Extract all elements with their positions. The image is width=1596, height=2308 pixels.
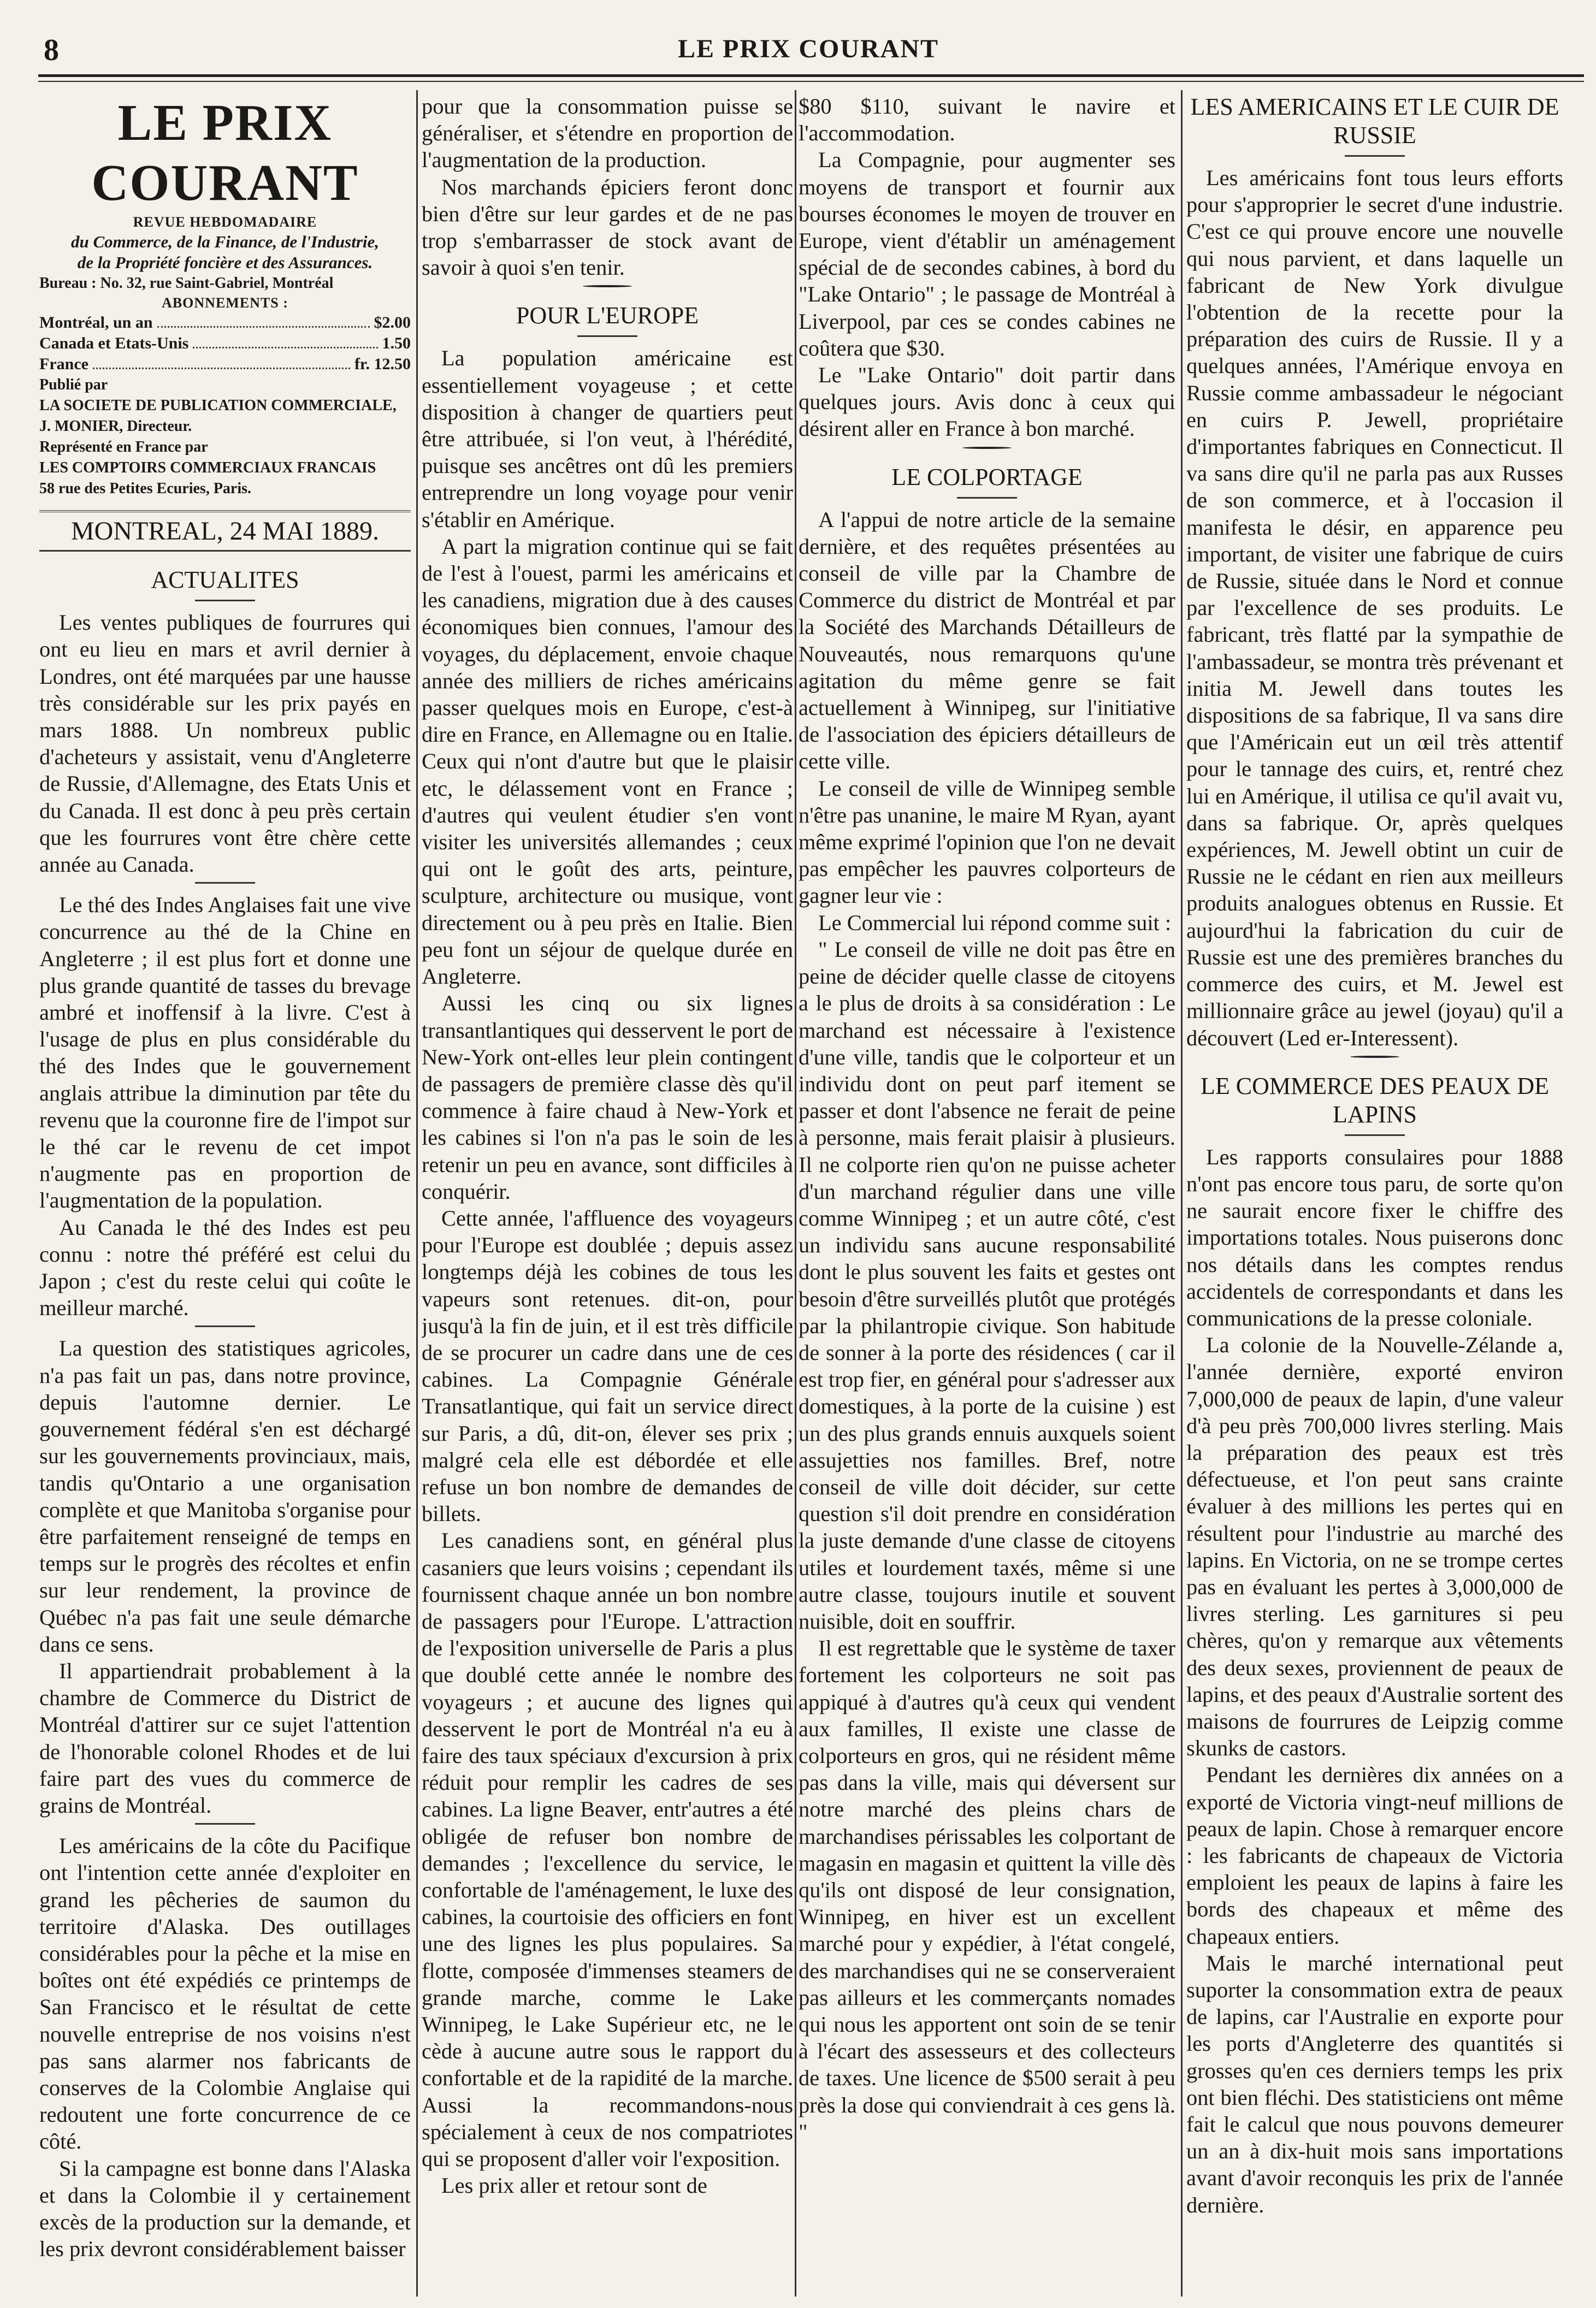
header-rule-thin bbox=[38, 81, 1584, 82]
separator bbox=[195, 1325, 255, 1327]
paragraph: Nos marchands épiciers feront donc bien d'être sur leur gardes et de ne pas trop s'embarrasser de stock avant de savoir à quoi s'en tenir. bbox=[422, 174, 793, 280]
separator bbox=[1345, 1134, 1405, 1136]
separator bbox=[1345, 155, 1405, 157]
masthead-tagline: du Commerce, de la Finance, de l'Industrie, bbox=[70, 232, 380, 251]
director: J. MONIER, Directeur. bbox=[39, 418, 192, 435]
paragraph: Les prix aller et retour sont de bbox=[441, 2173, 707, 2198]
paragraph: Si la campagne est bonne dans l'Alaska et dans la Colombie il y certainement excès de la production sur la demande, et les prix devront considérablement baisser bbox=[39, 2156, 411, 2262]
representative-label: Représenté en France par bbox=[39, 439, 208, 455]
paragraph: La population américaine est essentiellement voyageuse ; et cette disposition à changer de quartiers peut être attribuée, si l'on veut, à l'hérédité, puisque ses ancêtres ont dû les premiers entreprendre un long voyage pour venir s'établir en Amérique. bbox=[422, 346, 793, 532]
paragraph: A l'appui de notre article de la semaine dernière, et des requêtes présentées au conseil de ville par la Chambre de Commerce du district de Montréal et par la Société des Marchands Détailleurs de Nouveautés, nous remarquons qu'une agitation du même genre se fait actuellement à Winnipeg, sur l'initiative de l'association des épiciers détailleurs de cette ville. bbox=[799, 507, 1175, 774]
separator bbox=[957, 497, 1017, 499]
representative: LES COMPTOIRS COMMERCIAUX FRANCAIS bbox=[39, 459, 376, 476]
paragraph: Il appartiendrait probablement à la chambre de Commerce du District de Montréal d'attirer sur ce sujet l'attention de l'honorable colonel Rhodes et de lui faire part des vues du commerce de grains de Montréal. bbox=[39, 1658, 411, 1818]
column-3 bbox=[799, 93, 1175, 2283]
paragraph: pour que la consommation puisse se généraliser, et s'étendre en proportion de l'augmentation de la production. bbox=[422, 94, 793, 173]
paragraph: Les canadiens sont, en général plus casaniers que leurs voisins ; cependant ils fournissent chaque année un bon nombre de passagers pour l'Europe. L'attraction de l'exposition universelle de Paris a plus que doublé cette année le nombre des voyageurs ; et aucune des lignes qui desservent le port de Montréal n'a eu à faire des taux spéciaux d'excursion à prix réduit pour remplir les cadres de ses cabines. La ligne Beaver, entr'autres a été obligée de refuser bon nombre de demandes ; l'excellence du service, le confortable de l'aménagement, le luxe des cabines, la courtoisie des officiers en font une des lignes les plus populaires. Sa flotte, composée d'immenses steamers de grande marche, comme le Lake Winnipeg, le Lake Supérieur etc, ne le cède à aucune autre sous le rapport du confortable et de la rapidité de la marche. Aussi la recommandons-nous spécialement à ceux de nos compatriotes qui se proposent d'aller voir l'exposition. bbox=[422, 1528, 793, 2171]
column-divider bbox=[416, 90, 418, 2297]
paragraph: " Le conseil de ville ne doit pas être en peine de décider quelle classe de citoyens a le plus de droits à sa considération : Le marchand est nécessaire à l'existence d'une ville, tandis que le colporteur et un individu dont on peut parf itement se passer et dont l'absence ne ferait de peine à personne, mais ferait plaisir à plusieurs. Il ne colporte rien qu'on ne puisse acheter d'un marchand régulier dans une ville comme Winnipeg ; et un autre côté, c'est un individu sans aucune responsabilité dont le plus souvent les faits et gestes ont besoin d'être surveillés plutôt que protégés par la philantropie civique. Son habitude de sonner à la porte des résidences ( car il est trop fier, en général pour s'adresser aux domestiques, à la porte de la cuisine ) est un des plus grands ennuis auxquels soient assujetties nos familles. Bref, notre conseil de ville doit décider, sur cette question s'il doit prendre en considération la juste demande d'une classe de citoyens utiles et lourdement taxés, même si une autre classe, toujours inutile et souvent nuisible, doit en souffrir. bbox=[799, 937, 1175, 1634]
masthead-subtitle: REVUE HEBDOMADAIRE bbox=[133, 214, 317, 230]
separator bbox=[195, 882, 255, 884]
masthead-bureau: Bureau : No. 32, rue Saint-Gabriel, Montréal bbox=[39, 275, 334, 292]
paragraph: Les américains font tous leurs efforts pour s'approprier le secret d'une industrie. C'est ce qui prouve encore une nouvelle qui nous parvient, et dans laquelle un fabricant de New York divulgue l'obtention de la recette pour la préparation des cuirs de Russie. Il y a quelques années, l'Amérique envoya en Russie comme ambassadeur le négociant en cuirs P. Jewell, propriétaire d'importantes fabriques en Connecticut. Il va sans dire qu'il ne parla pas aux Russes de son commerce, et à l'occasion il manifesta le désir, en apparence peu important, de visiter une fabrique de cuirs de Russie, située dans le Nord et connue par l'excellence de ses produits. Le fabricant, très flatté par la sympathie de l'ambassadeur, se montra très prévenant et initia M. Jewell dans toutes les dispositions de sa fabrique, Il va sans dire que l'Américain eut un œil très attentif pour le tannage des cuirs, et, rentré chez lui en Amérique, il utilisa ce qu'il avait vu, dans sa fabrique. Or, après quelques expériences, M. Jewell obtint un cuir de Russie ne le cédant en rien aux meilleurs produits analogues obtenus en Russie. Et aujourd'hui la fabrication du cuir de Russie est une des premières branches du commerce des cuirs, et M. Jewel est millionnaire grâce au jewel (joyau) qu'il a découvert (Led er-Interessent). bbox=[1186, 165, 1563, 1050]
paragraph: La Compagnie, pour augmenter ses moyens de transport et fournir aux bourses économes le moyen de trouver en Europe, vient d'établir un aménagement spécial de de secondes cabines, à bord du "Lake Ontario" ; le passage de Montréal à Liverpool, par ces se condes cabines ne coûtera que $30. bbox=[799, 147, 1175, 360]
subscription-row: Canada et Etats-Unis 1.50 bbox=[39, 334, 411, 352]
paragraph: La question des statistiques agricoles, n'a pas fait un pas, dans notre province, depuis l'automne dernier. Le gouvernement fédéral s'en est déchargé sur les gouvernements provinciaux, mais, tandis qu'Ontario a une organisation complète et que Manitoba s'organise pour être parfaitement renseigné de temps en temps sur le progrès des récoltes et enfin sur leur rendement, la province de Québec n'a pas fait une seule démarche dans ce sens. bbox=[39, 1336, 411, 1656]
masthead-tagline: de la Propriété foncière et des Assurances. bbox=[77, 253, 373, 272]
paragraph: $80 $110, suivant le navire et l'accommodation. bbox=[799, 94, 1175, 146]
column-divider bbox=[795, 90, 796, 2297]
column-1 bbox=[39, 93, 411, 2283]
subscriptions-label: ABONNEMENTS : bbox=[162, 295, 288, 311]
paragraph: Le conseil de ville de Winnipeg semble n'être pas unanine, le maire M Ryan, ayant même exprimé l'opinion que l'on ne devait pas empêcher les pauvres colporteurs de gagner leur vie : bbox=[799, 776, 1175, 908]
ornament-separator bbox=[1350, 1056, 1399, 1058]
dateline: MONTREAL, 24 MAI 1889. bbox=[39, 510, 411, 552]
representative-address: 58 rue des Petites Ecuries, Paris. bbox=[39, 480, 252, 497]
publisher: LA SOCIETE DE PUBLICATION COMMERCIALE, bbox=[39, 397, 397, 414]
ornament-separator bbox=[583, 285, 632, 287]
paragraph: Pendant les dernières dix années on a exporté de Victoria vingt-neuf millions de peaux de lapin. Chose à remarquer encore : les fabricants de chapeaux de Victoria emploient les peaux de lapins à faire les bords des chapeaux et même des chapeaux entiers. bbox=[1186, 1762, 1563, 1949]
ornament-separator bbox=[962, 447, 1012, 449]
paragraph: La colonie de la Nouvelle-Zélande a, l'année dernière, exporté environ 7,000,000 de peaux de lapin, d'une valeur d'à peu près 700,000 livres sterling. Mais la préparation des peaux est très défectueuse, et l'on peut sans crainte évaluer à des millions les pertes qui en résultent pour l'industrie au marché des lapins. En Victoria, on ne se trompe certes pas en évaluant les pertes à 3,000,000 de livres sterling. Les garnitures si peu chères, qu'on y remarque aux vêtements des deux sexes, proviennent de peaux de lapins, et des peaux d'Australie sortent des maisons de fourrures de Leipzig comme skunks de castors. bbox=[1186, 1333, 1563, 1761]
paragraph: Cette année, l'affluence des voyageurs pour l'Europe est doublée ; depuis assez longtemps déjà les cobines de tous les vapeurs sont retenues. dit-on, pour jusqu'à la fin de juin, et il est très difficile de se procurer un cadre dans une de ces cabines. La Compagnie Générale Transatlantique, qui fait un service direct sur Paris, a dû, dit-on, élever ses prix ; malgré cela elle est débordée et elle refuse un bon nombre de demandes de billets. bbox=[422, 1205, 793, 1526]
paragraph: A part la migration continue qui se fait de l'est à l'ouest, parmi les américains et les canadiens, migration due à des causes économiques bien connues, l'amour des voyages, du déplacement, envoie chaque année des milliers de riches américains passer quelques mois en Europe, c'est-à dire en France, en Allemagne ou en Italie. Ceux qui n'ont d'autre but que le plaisir etc, le délassement vont en France ; d'autres qui veulent étudier s'en vont visiter les universités allemandes ; ceux qui ont le goût des arts, peinture, sculpture, architecture ou musique, vont directement ou à peu près en Italie. Bien peu font un séjour de quelque durée en Angleterre. bbox=[422, 534, 793, 989]
heading-le-colportage: LE COLPORTAGE bbox=[891, 463, 1083, 490]
heading-peaux-de-lapins: LE COMMERCE DES PEAUX DE LAPINS bbox=[1200, 1072, 1550, 1128]
heading-actualites: ACTUALITES bbox=[151, 566, 299, 594]
column-divider bbox=[1181, 90, 1183, 2297]
subscription-row: France fr. 12.50 bbox=[39, 355, 411, 373]
column-2 bbox=[422, 93, 793, 2283]
paragraph: Les ventes publiques de fourrures qui ont eu lieu en mars et avril dernier à Londres, ont été marquées par une hausse très considérable sur les prix payés en mars 1888. Un nombreux public d'acheteurs y assistait, venu d'Angleterre de Russie, d'Allemagne, des Etats Unis et du Canada. Il est donc à peu près certain que les fourrures vont être chère cette année au Canada. bbox=[39, 610, 411, 877]
publisher-label: Publié par bbox=[39, 376, 108, 393]
masthead bbox=[39, 93, 411, 499]
paragraph: Les rapports consulaires pour 1888 n'ont pas encore tous paru, de sorte qu'on ne saurait encore fixer le chiffre des importations totales. Nous puiserons donc nos détails dans les comptes rendus accidentels de correspondants et dans les communications de la presse coloniale. bbox=[1186, 1144, 1563, 1330]
page-number: 8 bbox=[44, 33, 59, 67]
separator bbox=[195, 600, 255, 601]
separator bbox=[577, 335, 637, 337]
column-4 bbox=[1186, 93, 1563, 2283]
separator bbox=[195, 1823, 255, 1825]
heading-cuir-de-russie: LES AMERICAINS ET LE CUIR DE RUSSIE bbox=[1190, 93, 1559, 149]
running-title: LE PRIX COURANT bbox=[677, 34, 939, 63]
paragraph: Le Commercial lui répond comme suit : bbox=[818, 910, 1172, 935]
running-head bbox=[44, 33, 1573, 71]
paragraph: Les américains de la côte du Pacifique ont l'intention cette année d'exploiter en grand les pêcheries de saumon du territoire d'Alaska. Des outillages considérables pour la pêche et la mise en boîtes ont été expédiés ce printemps de San Francisco et le résultat de cette nouvelle entreprise de nos voisins n'est pas sans alarmer nos fabricants de conserves de la Colombie Anglaise qui redoutent une forte concurrence de ce côté. bbox=[39, 1833, 411, 2154]
header-rule bbox=[38, 74, 1584, 77]
paragraph: Le "Lake Ontario" doit partir dans quelques jours. Avis donc à ceux qui désirent aller en France à bon marché. bbox=[799, 363, 1175, 441]
paragraph: Au Canada le thé des Indes est peu connu : notre thé préféré est celui du Japon ; c'est du reste celui qui coûte le meilleur marché. bbox=[39, 1215, 411, 1321]
masthead-title: LE PRIX COURANT bbox=[91, 94, 359, 211]
paragraph: Mais le marché international peut suporter la consommation extra de peaux de lapins, car l'Australie en exporte pour les ports d'Angleterre des quantités si grosses qu'en ces derniers temps les prix ont bien fléchi. Des statisticiens ont même fait le calcul que nous pouvons demeurer un an à dix-huit mois sans importations avant d'avoir reconquis les prix de l'année dernière. bbox=[1186, 1950, 1563, 2217]
paragraph: Il est regrettable que le système de taxer fortement les colporteurs ne soit pas appiqué à d'autres qu'à ceux qui vendent aux familles, Il existe une classe de colporteurs en gros, qui ne résident même pas dans la ville, mais qui déversent sur notre marché des pleins chars de marchandises périssables les colportant de magasin en magasin et quittent la ville dès qu'ils ont disposé de leur consignation, Winnipeg, en hiver est un excellent marché pour y expédier, à l'état congelé, des marchandises qui ne se conserveraient pas ailleurs et les commerçants nomades qui nous les apportent ont soin de se tenir à l'écart des assesseurs et des collecteurs de taxes. Une licence de $500 serait à peu près la dose qui conviendrait à ces gens là. " bbox=[799, 1636, 1175, 2144]
paragraph: Le thé des Indes Anglaises fait une vive concurrence au thé de la Chine en Angleterre ; il est plus fort et donne une plus grande quantité de tasses du brevage ambré et inoffensif à la livre. C'est à l'usage de plus en plus considérable du thé des Indes que le gouvernement anglais attribue la diminution par tête du revenu que la couronne fire de l'impot sur le thé car le revenu de cet impot n'augmente pas en proportion de l'augmentation de la population. bbox=[39, 892, 411, 1213]
heading-pour-l-europe: POUR L'EUROPE bbox=[516, 302, 699, 329]
subscription-row: Montréal, un an $2.00 bbox=[39, 313, 411, 332]
paragraph: Aussi les cinq ou six lignes transantlantiques qui desservent le port de New-York ont-elles leur plein contingent de passagers de première classe dès qu'il commence à faire chaud à New-York et les cabines si l'on n'a pas le soin de les retenir un peu en avance, sont difficiles à conquérir. bbox=[422, 991, 793, 1204]
